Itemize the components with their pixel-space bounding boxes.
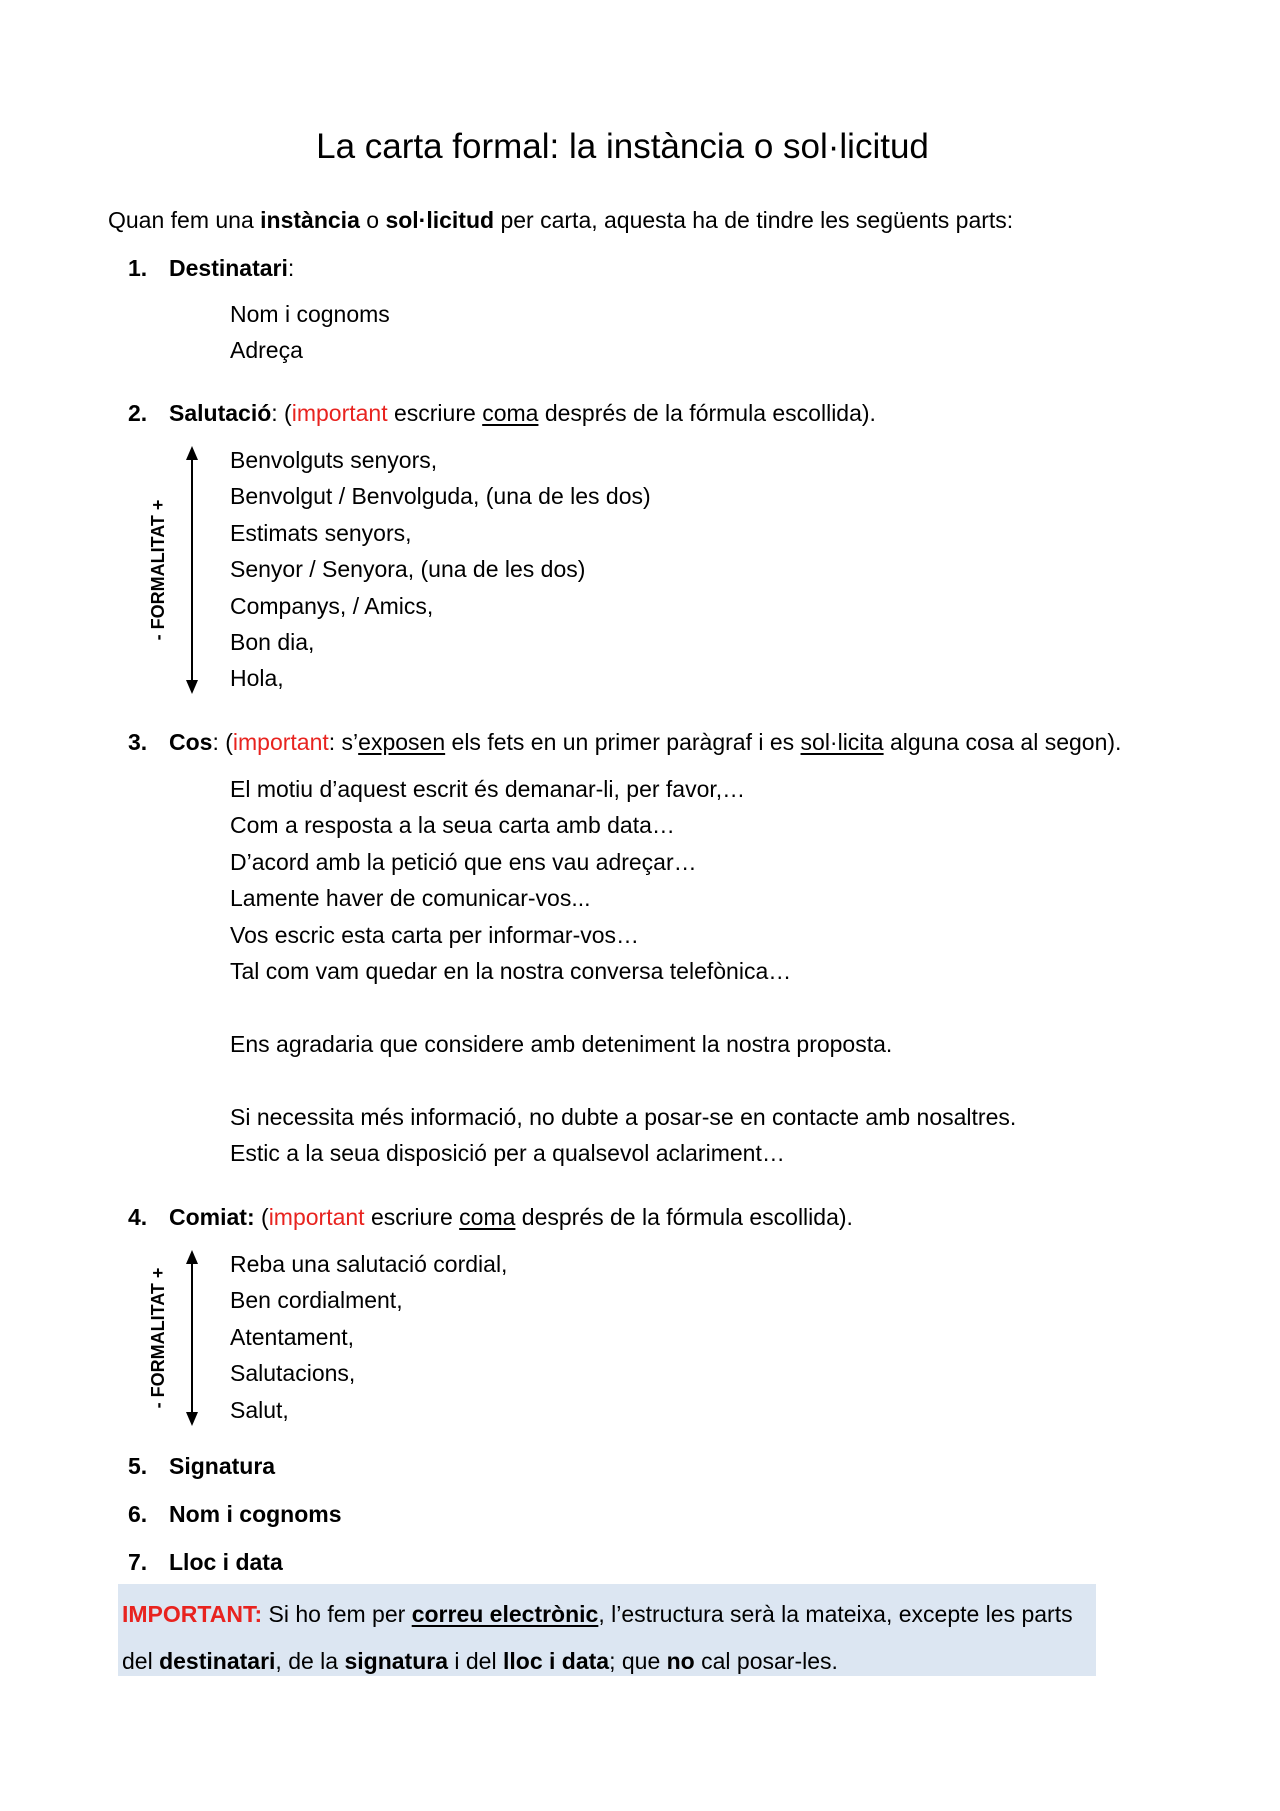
section-heading-comiat (169, 1203, 853, 1231)
section-label: Nom i cognoms (169, 1501, 342, 1527)
formality-arrow-icon (182, 1250, 202, 1426)
section-number: 5. (128, 1453, 148, 1479)
section-text: : s’ (328, 729, 359, 755)
salutacio-option: Estimats senyors, (230, 520, 412, 546)
cos-phrase: Estic a la seua disposició per a qualsevol aclariment… (230, 1140, 785, 1166)
underlined-word: sol·licita (800, 729, 884, 755)
section-number: 3. (128, 729, 148, 755)
section-text: després de la fórmula escollida). (515, 1204, 853, 1230)
salutacio-option: Companys, / Amics, (230, 593, 434, 619)
section-label: Destinatari (169, 255, 288, 281)
note-bold: destinatari (159, 1648, 276, 1674)
note-text: cal posar-les. (694, 1648, 838, 1674)
section-label: Comiat: (169, 1204, 255, 1230)
formality-arrow-icon (182, 446, 202, 694)
comiat-option: Salutacions, (230, 1360, 356, 1386)
note-text: del (122, 1648, 160, 1674)
underlined-word: exposen (358, 729, 446, 755)
note-bold: signatura (344, 1648, 448, 1674)
section-text: els fets en un primer paràgraf i es (445, 729, 801, 755)
section-number: 2. (128, 400, 148, 426)
salutacio-option: Senyor / Senyora, (una de les dos) (230, 556, 586, 582)
section-label: Signatura (169, 1453, 276, 1479)
comiat-option: Atentament, (230, 1324, 355, 1350)
intro-paragraph (108, 206, 1013, 234)
cos-phrase: El motiu d’aquest escrit és demanar-li, per favor,… (230, 776, 746, 802)
intro-bold-sollicitud: sol·licitud (385, 207, 495, 233)
intro-text: o (359, 207, 386, 233)
underlined-word: coma (482, 400, 539, 426)
intro-text: per carta, aquesta ha de tindre les següents parts: (494, 207, 1014, 233)
note-bold: lloc i data (502, 1648, 610, 1674)
note-text: i del (448, 1648, 503, 1674)
comiat-option: Salut, (230, 1397, 289, 1423)
section-label: Salutació (169, 400, 272, 426)
section-heading-destinatari (169, 254, 294, 282)
section-text: després de la fórmula escollida). (538, 400, 876, 426)
comiat-option: Reba una salutació cordial, (230, 1251, 508, 1277)
salutacio-option: Bon dia, (230, 629, 315, 655)
destinatari-line: Adreça (230, 337, 303, 363)
page-title: La carta formal: la instància o sol·licitud (316, 127, 929, 166)
cos-phrase: Com a resposta a la seua carta amb data… (230, 812, 675, 838)
formality-label: - FORMALITAT + (148, 1267, 168, 1409)
section-text: escriure (364, 1204, 460, 1230)
salutacio-option: Benvolgut / Benvolguda, (una de les dos) (230, 483, 651, 509)
formality-label: - FORMALITAT + (148, 499, 168, 641)
important-word: important (291, 400, 388, 426)
section-number: 6. (128, 1501, 148, 1527)
section-label: Cos (169, 729, 213, 755)
section-text: : ( (271, 400, 292, 426)
intro-bold-instancia: instància (260, 207, 360, 233)
section-text: : ( (212, 729, 233, 755)
cos-phrase: Ens agradaria que considere amb deteniment la nostra proposta. (230, 1031, 893, 1057)
note-text: , l’estructura serà la mateixa, excepte les parts (598, 1601, 1073, 1627)
important-note-line-2 (122, 1647, 838, 1675)
important-word: important (232, 729, 329, 755)
cos-phrase: Lamente haver de comunicar-vos... (230, 885, 591, 911)
section-heading-cos (169, 728, 1121, 756)
comiat-option: Ben cordialment, (230, 1287, 403, 1313)
section-heading-salutacio (169, 399, 876, 427)
salutacio-option: Hola, (230, 665, 284, 691)
cos-phrase: Vos escric esta carta per informar-vos… (230, 922, 640, 948)
note-underlined: correu electrònic (411, 1601, 599, 1627)
important-note-line-1 (122, 1600, 1073, 1628)
important-word: important (268, 1204, 365, 1230)
salutacio-option: Benvolguts senyors, (230, 447, 438, 473)
section-text: ( (254, 1204, 269, 1230)
note-text: , de la (275, 1648, 345, 1674)
note-text: ; que (609, 1648, 667, 1674)
section-number: 7. (128, 1549, 148, 1575)
note-bold: no (666, 1648, 695, 1674)
note-text: Si ho fem per (262, 1601, 412, 1627)
section-label: Lloc i data (169, 1549, 283, 1575)
cos-phrase: Tal com vam quedar en la nostra conversa telefònica… (230, 958, 792, 984)
section-suffix: : (287, 255, 295, 281)
underlined-word: coma (459, 1204, 516, 1230)
destinatari-line: Nom i cognoms (230, 301, 390, 327)
note-label: IMPORTANT: (122, 1601, 263, 1627)
intro-text: Quan fem una (108, 207, 261, 233)
section-heading-nom (169, 1500, 342, 1528)
section-text: alguna cosa al segon). (883, 729, 1122, 755)
section-number: 1. (128, 255, 148, 281)
cos-phrase: D’acord amb la petició que ens vau adreçar… (230, 849, 697, 875)
section-text: escriure (387, 400, 483, 426)
section-heading-lloc (169, 1548, 283, 1576)
section-heading-signatura (169, 1452, 275, 1480)
section-number: 4. (128, 1204, 148, 1230)
cos-phrase: Si necessita més informació, no dubte a posar-se en contacte amb nosaltres. (230, 1104, 1017, 1130)
